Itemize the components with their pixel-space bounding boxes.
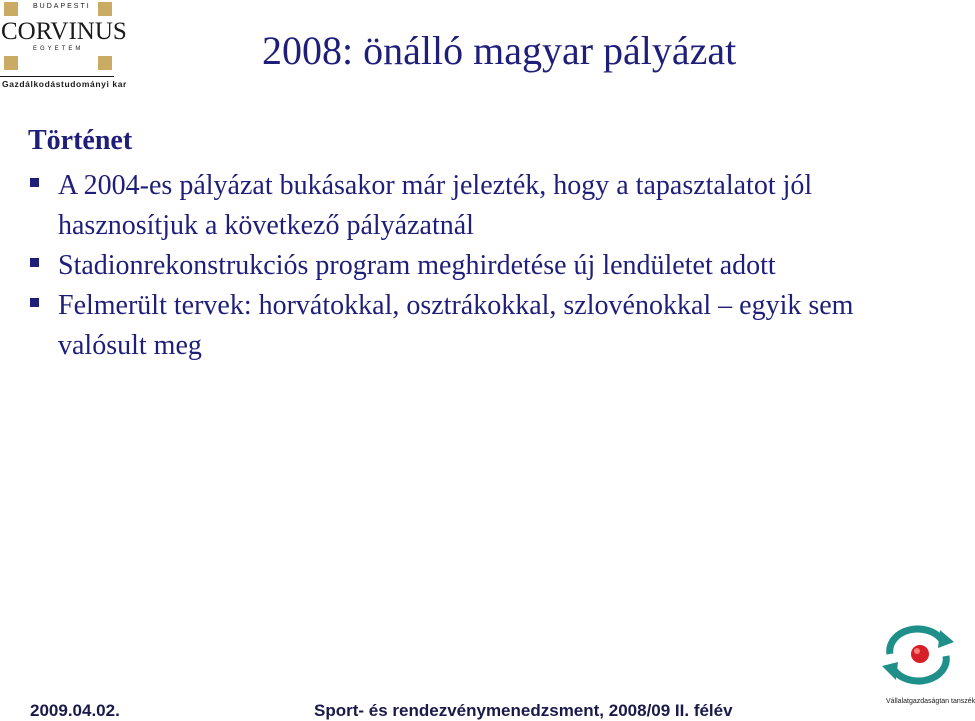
slide-title: 2008: önálló magyar pályázat [262,28,737,73]
bullet-item [28,166,928,246]
faculty-name: Gazdálkodástudományi kar [2,79,127,89]
square-bullet-icon [30,178,39,187]
bullet-text: Stadionrekonstrukciós program meghirdetése új lendületet adott [58,250,776,281]
bullet-item [28,286,928,366]
logo-top-text: BUDAPESTI [33,3,91,10]
footer-date: 2009.04.02. [30,701,120,720]
logo-divider [0,76,114,77]
logo-name: CORVINUS [1,18,127,45]
logo-ornament-square [98,2,112,16]
circular-arrows-red-dot-icon [880,624,956,684]
logo-sub-text: EGYETEM [33,46,84,52]
department-caption: Vállalatgazdaságtan tanszék [886,698,975,705]
university-logo [0,0,127,92]
footer-course: Sport- és rendezvénymenedzsment, 2008/09 II. félév [314,701,733,720]
bullet-list [28,166,928,366]
section-heading: Történet [28,125,133,156]
logo-ornament-square [4,2,18,16]
square-bullet-icon [30,258,39,267]
square-bullet-icon [30,298,39,307]
bullet-item [28,246,928,286]
bullet-text: A 2004-es pályázat bukásakor már jelezték, hogy a tapasztalatot jól hasznosítjuk a következő pályázatnál [58,170,813,241]
logo-ornament-square [98,56,112,70]
bullet-text: Felmerült tervek: horvátokkal, osztrákokkal, szlovénokkal – egyik sem valósult meg [58,290,854,361]
logo-ornament-square [4,56,18,70]
